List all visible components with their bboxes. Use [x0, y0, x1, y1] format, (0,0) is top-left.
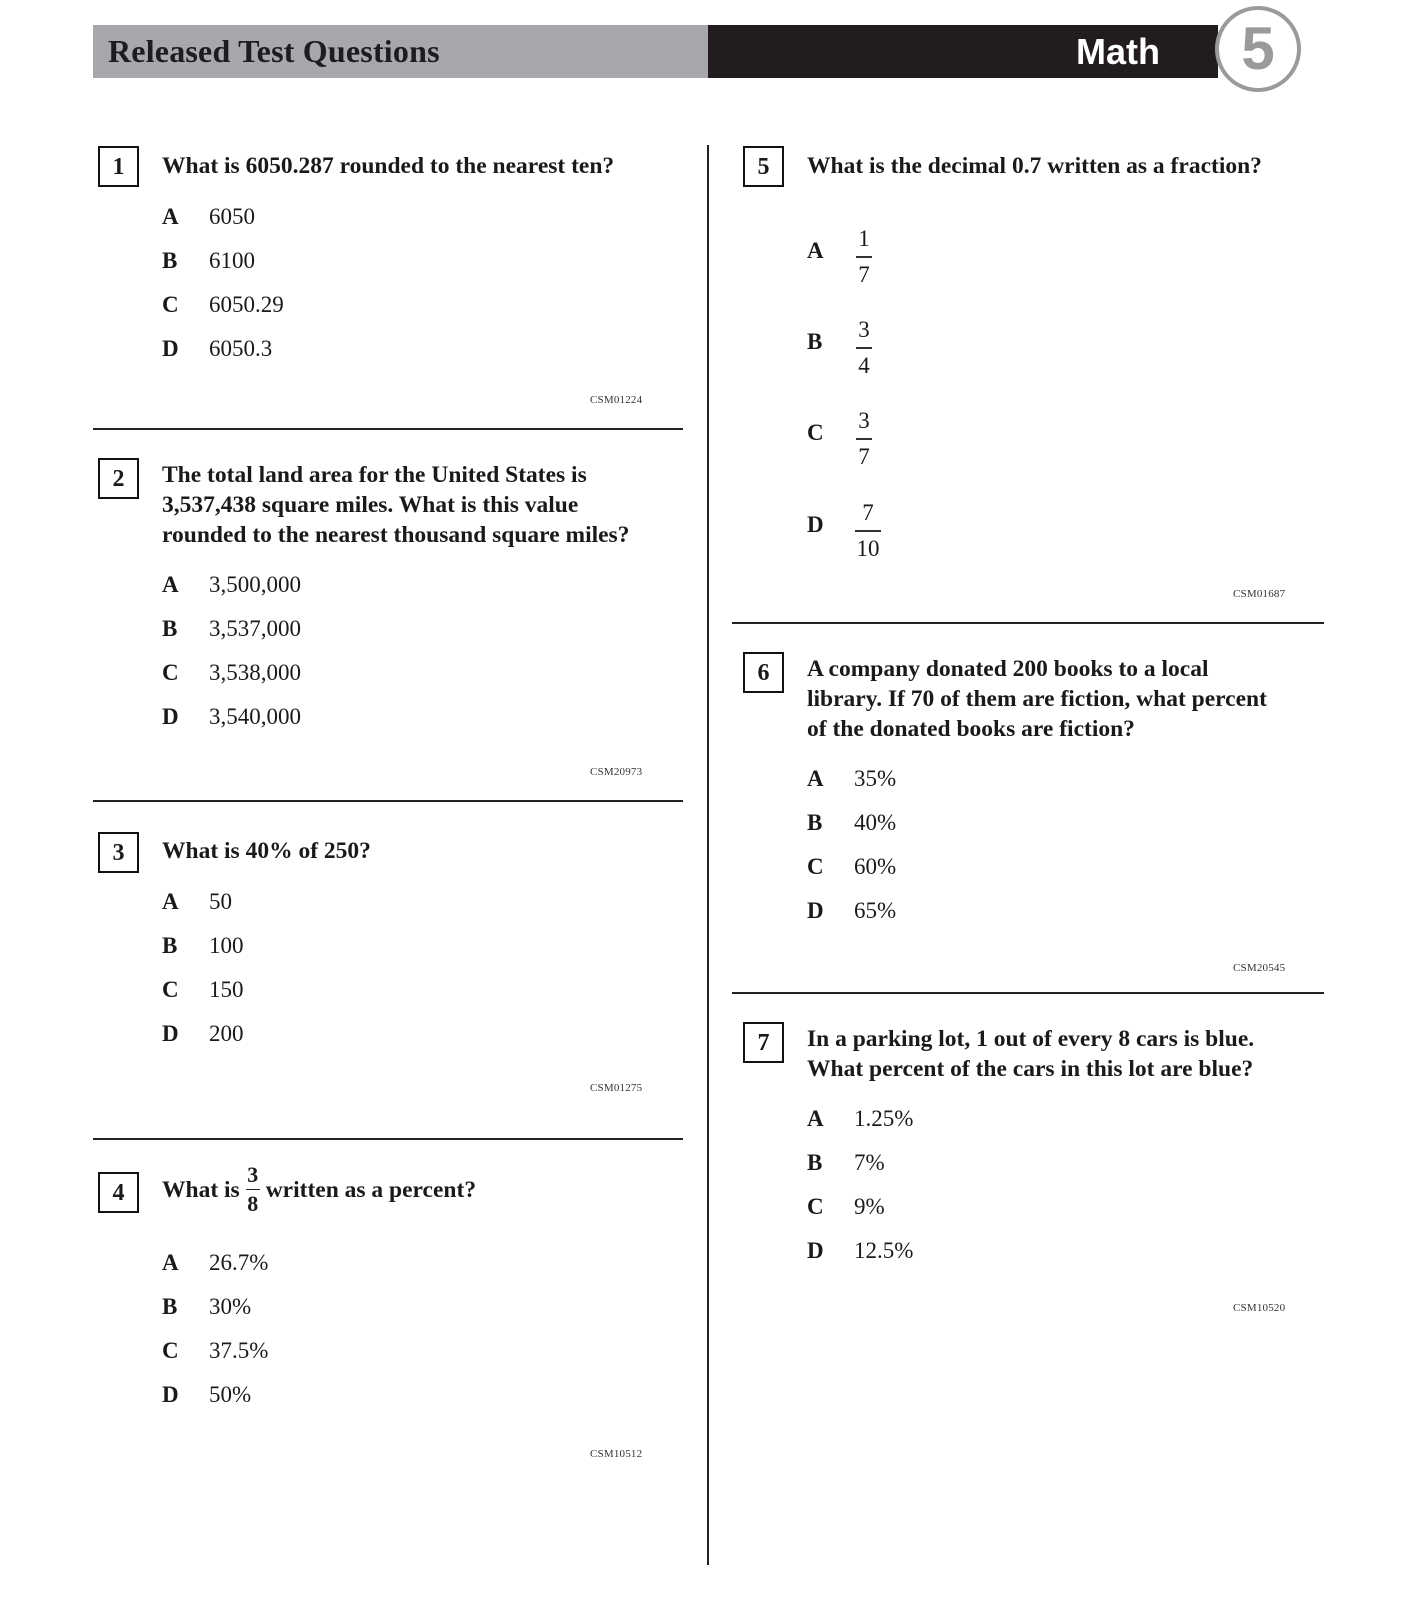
- question-number: 7: [743, 1022, 784, 1063]
- question-text: What is 6050.287 rounded to the nearest ten?: [162, 153, 615, 179]
- grade-badge: [1215, 6, 1301, 92]
- question-number: 3: [98, 832, 139, 873]
- question-text-line: The total land area for the United States is: [162, 462, 587, 488]
- question-divider: [93, 1138, 683, 1140]
- question-text-line: library. If 70 of them are fiction, what percent: [807, 686, 1267, 712]
- fraction-denominator: 8: [247, 1191, 259, 1217]
- question-divider: [732, 992, 1324, 994]
- question-text-line: of the donated books are fiction?: [807, 716, 1135, 742]
- question-text-line: A company donated 200 books to a local: [807, 656, 1209, 682]
- header-subject-band: [708, 25, 1218, 78]
- item-code: CSM01687: [1233, 588, 1286, 600]
- header-title: Released Test Questions: [108, 33, 440, 69]
- item-code: CSM10520: [1233, 1302, 1286, 1314]
- option-c-fraction: 3 7: [856, 408, 872, 470]
- header-title-band: [93, 25, 708, 78]
- question-text: What is the decimal 0.7 written as a fraction?: [807, 153, 1262, 179]
- fraction-bar: [856, 256, 872, 258]
- option-a-fraction: 1 7: [856, 226, 872, 288]
- fraction-bar: [856, 347, 872, 349]
- grade-number: 5: [1241, 15, 1275, 82]
- item-code: CSM20545: [1233, 962, 1286, 974]
- question-number: 4: [98, 1172, 139, 1213]
- question-text-before: What is: [162, 1177, 240, 1203]
- inline-fraction: [246, 1161, 260, 1217]
- option-d-fraction: 7 10: [856, 500, 880, 561]
- question-number: 2: [98, 458, 139, 499]
- header-subject: Math: [1076, 31, 1160, 72]
- question-text: [162, 1162, 476, 1218]
- question-text: What is 40% of 250?: [162, 838, 371, 864]
- question-divider: [732, 622, 1324, 624]
- option-b-fraction: 3 4: [856, 317, 872, 379]
- fraction-bar: [856, 438, 872, 440]
- item-code: CSM20973: [590, 766, 643, 778]
- question-text-line: In a parking lot, 1 out of every 8 cars is blue.: [807, 1026, 1255, 1052]
- question-number: 1: [98, 146, 139, 187]
- fraction-bar: [246, 1189, 260, 1191]
- question-divider: [93, 800, 683, 802]
- question-text-line: rounded to the nearest thousand square miles?: [162, 522, 630, 548]
- item-code: CSM01275: [590, 1082, 643, 1094]
- fraction-bar: [855, 530, 881, 532]
- item-code: CSM01224: [590, 394, 643, 406]
- fraction-numerator: 3: [247, 1161, 259, 1187]
- column-divider: [707, 145, 709, 1565]
- item-code: CSM10512: [590, 1448, 643, 1460]
- question-number: 5: [743, 146, 784, 187]
- question-divider: [93, 428, 683, 430]
- question-text-after: written as a percent?: [265, 1177, 477, 1203]
- question-text-line: What percent of the cars in this lot are blue?: [807, 1056, 1254, 1082]
- question-number: 6: [743, 652, 784, 693]
- question-text-line: 3,537,438 square miles. What is this value: [162, 492, 579, 518]
